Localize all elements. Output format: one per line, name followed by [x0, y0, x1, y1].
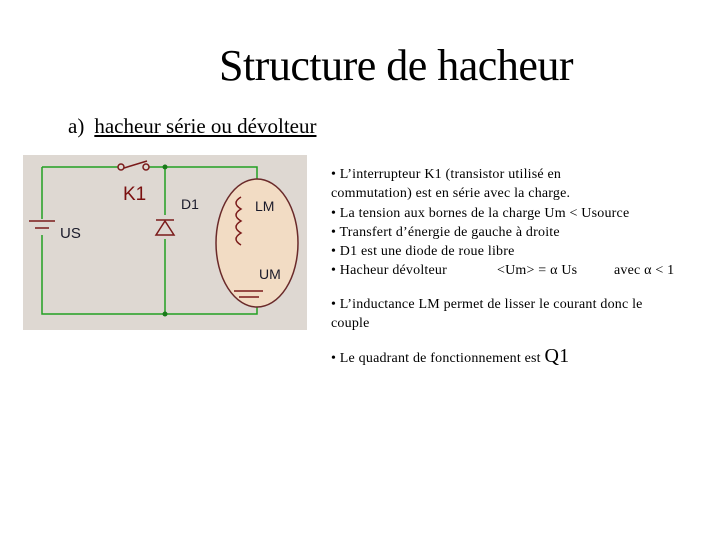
slide-title: Structure de hacheur [218, 41, 574, 90]
circuit-diagram [23, 155, 307, 330]
motor-um-label: UM [259, 266, 281, 282]
section-marker: a) [68, 114, 85, 138]
bullet-inductance-line1: • L’inductance LM permet de lisser le courant donc le [331, 296, 643, 312]
bullet-inductance-line2: couple [331, 316, 370, 332]
switch-k1-label: K1 [123, 184, 147, 205]
bullet-buck-formula: <Um> = α Us [497, 263, 578, 279]
section-heading [68, 114, 316, 139]
bullet-freewheel-diode: • D1 est une diode de roue libre [331, 244, 515, 260]
diode-d1-label: D1 [181, 196, 199, 212]
bullet-switch-line2: commutation) est en série avec la charge. [331, 186, 571, 202]
section-heading-text: hacheur série ou dévolteur [94, 114, 317, 138]
bullet-voltage: • La tension aux bornes de la charge Um < Usource [331, 205, 630, 221]
bullet-energy-transfer: • Transfert d’énergie de gauche à droite [331, 224, 560, 240]
inductance-lm-label: LM [255, 198, 275, 214]
bullet-quadrant-value: Q1 [544, 345, 570, 368]
source-us-label: US [60, 225, 81, 242]
bullet-buck-label: • Hacheur dévolteur [331, 263, 447, 279]
bullet-quadrant-text: • Le quadrant de fonctionnement est [331, 351, 541, 367]
bullet-buck-converter [331, 261, 706, 280]
bullet-switch-line1: • L’interrupteur K1 (transistor utilisé en [331, 167, 562, 182]
bullet-list [331, 165, 706, 369]
bullet-buck-condition: avec α < 1 [614, 263, 675, 279]
bullet-quadrant [331, 347, 706, 368]
